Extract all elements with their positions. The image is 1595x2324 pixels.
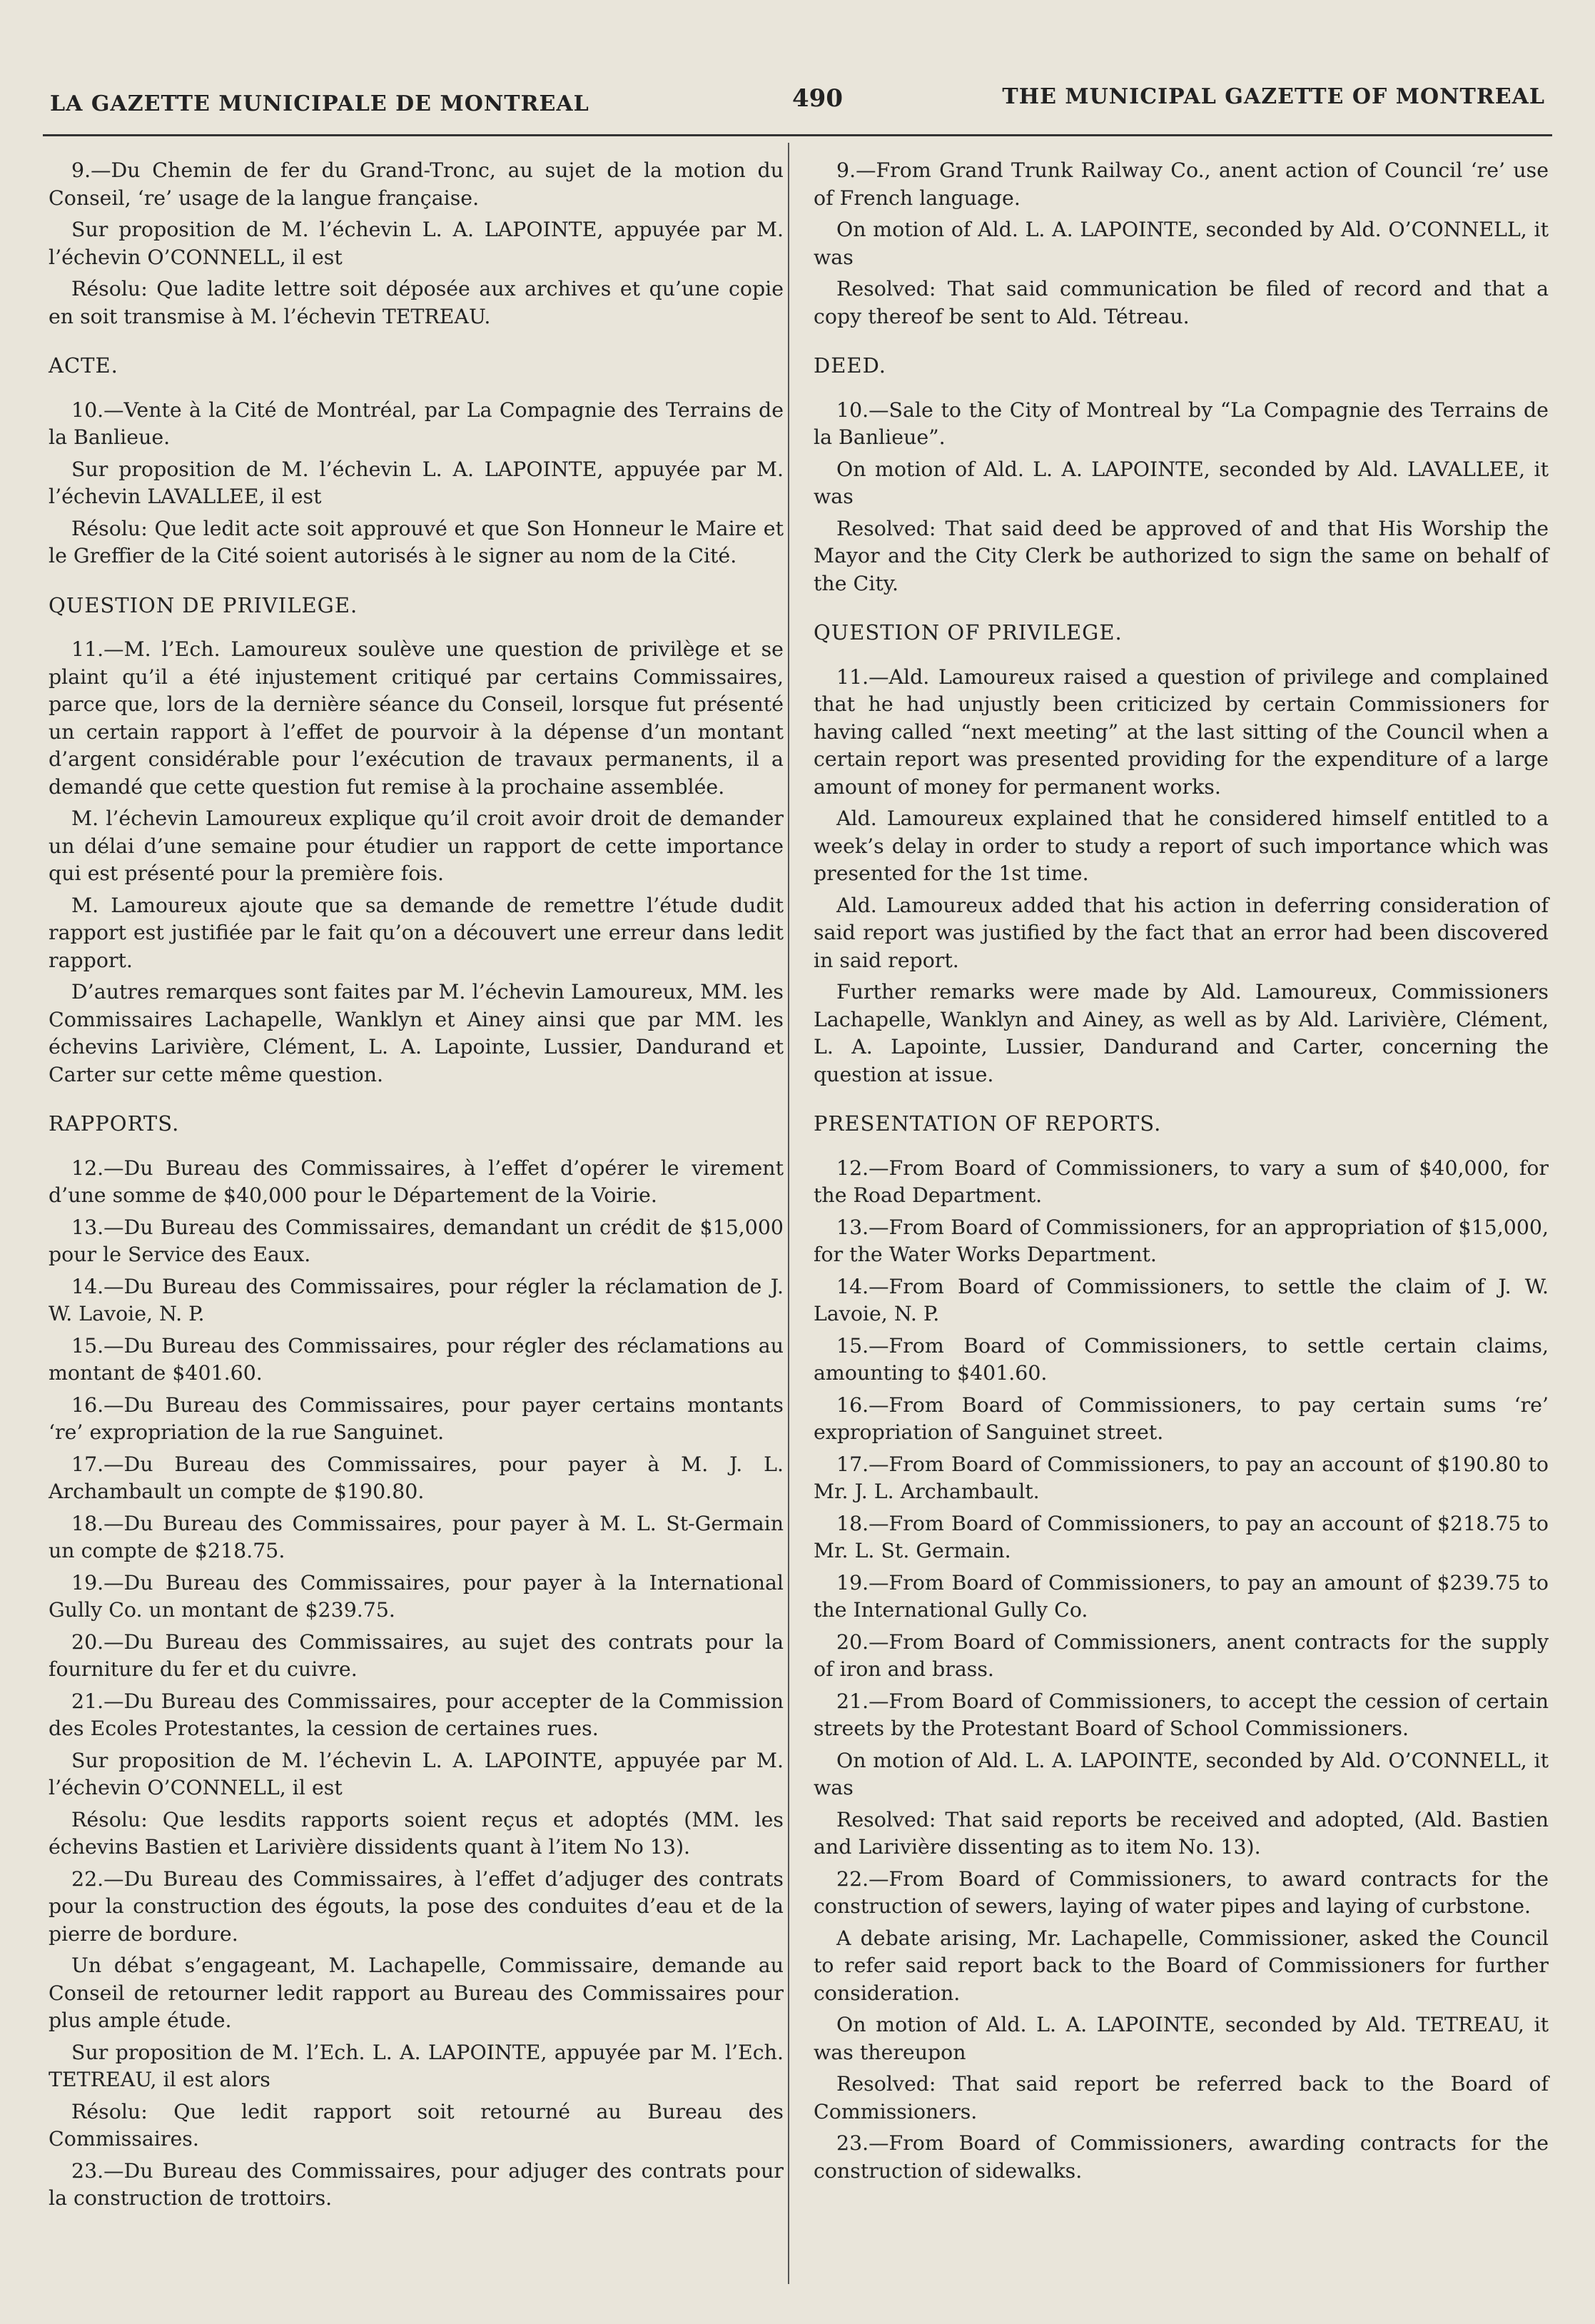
paragraph: 18.—Du Bureau des Commissaires, pour payer à M. L. St-Germain un compte de $218.75. <box>49 1511 784 1562</box>
header-english-title: THE MUNICIPAL GAZETTE OF MONTREAL <box>1002 84 1545 109</box>
paragraph: Resolved: That said report be referred back to the Board of Commissioners. <box>814 2072 1549 2123</box>
paragraph: On motion of Ald. L. A. LAPOINTE, seconded by Ald. TETREAU, it was thereupon <box>814 2013 1549 2064</box>
paragraph: On motion of Ald. L. A. LAPOINTE, seconded by Ald. O’CONNELL, it was <box>814 1748 1549 1799</box>
paragraph: 21.—Du Bureau des Commissaires, pour accepter de la Commission des Ecoles Protestantes, la cession de certaines rues. <box>49 1689 784 1740</box>
english-column <box>814 157 1549 2189</box>
paragraph: 17.—Du Bureau des Commissaires, pour payer à M. J. L. Archambault un compte de $190.80. <box>49 1452 784 1503</box>
paragraph: Sur proposition de M. l’échevin L. A. LAPOINTE, appuyée par M. l’échevin LAVALLEE, il est <box>49 457 784 508</box>
paragraph: 20.—Du Bureau des Commissaires, au sujet des contrats pour la fourniture du fer et du cuivre. <box>49 1630 784 1681</box>
section-reports <box>814 1155 1549 2186</box>
paragraph: 10.—Sale to the City of Montreal by “La Compagnie des Terrains de la Banlieue”. <box>814 398 1549 449</box>
paragraph: 15.—From Board of Commissioners, to settle certain claims, amounting to $401.60. <box>814 1333 1549 1385</box>
paragraph: Sur proposition de M. l’Ech. L. A. LAPOINTE, appuyée par M. l’Ech. TETREAU, il est alors <box>49 2040 784 2091</box>
paragraph: Resolved: That said deed be approved of and that His Worship the Mayor and the City Clerk be authorized to sign the same on behalf of the City. <box>814 516 1549 595</box>
paragraph: Résolu: Que ladite lettre soit déposée aux archives et qu’une copie en soit transmise à M. l’échevin TETREAU. <box>49 277 784 328</box>
section-privilege-en <box>814 664 1549 1089</box>
section-heading-privilege-en: QUESTION OF PRIVILEGE. <box>814 620 1123 645</box>
paragraph: 13.—From Board of Commissioners, for an appropriation of $15,000, for the Water Works Department. <box>814 1215 1549 1266</box>
paragraph: 19.—Du Bureau des Commissaires, pour payer à la International Gully Co. un montant de $239.75. <box>49 1570 784 1622</box>
paragraph: Sur proposition de M. l’échevin L. A. LAPOINTE, appuyée par M. l’échevin O’CONNELL, il est <box>49 218 784 269</box>
paragraph: 23.—From Board of Commissioners, awarding contracts for the construction of sidewalks. <box>814 2131 1549 2183</box>
paragraph: 23.—Du Bureau des Commissaires, pour adjuger des contrats pour la construction de trottoirs. <box>49 2158 784 2210</box>
paragraph: 21.—From Board of Commissioners, to accept the cession of certain streets by the Protestant Board of School Commissioners. <box>814 1689 1549 1740</box>
paragraph: Ald. Lamoureux explained that he considered himself entitled to a week’s delay in order to study a report of such importance which was presented for the 1st time. <box>814 807 1549 885</box>
paragraph: 14.—From Board of Commissioners, to settle the claim of J. W. Lavoie, N. P. <box>814 1274 1549 1325</box>
section-heading-deed: DEED. <box>814 353 887 378</box>
section-deed <box>814 397 1549 598</box>
paragraph: 22.—From Board of Commissioners, to award contracts for the construction of sewers, laying of water pipes and laying of curbstone. <box>814 1866 1549 1918</box>
paragraph: Résolu: Que ledit rapport soit retourné au Bureau des Commissaires. <box>49 2099 784 2151</box>
page-number: 490 <box>792 84 843 113</box>
paragraph: 20.—From Board of Commissioners, anent contracts for the supply of iron and brass. <box>814 1630 1549 1681</box>
section-heading-rapports: RAPPORTS. <box>49 1111 180 1136</box>
french-column <box>49 157 784 2217</box>
paragraph: M. l’échevin Lamoureux explique qu’il croit avoir droit de demander un délai d’une semaine pour étudier un rapport de cette importance qui est présenté pour la première fois. <box>49 807 784 885</box>
paragraph: 16.—From Board of Commissioners, to pay certain sums ‘re’ expropriation of Sanguinet street. <box>814 1393 1549 1444</box>
paragraph: 12.—Du Bureau des Commissaires, à l’effet d’opérer le virement d’une somme de $40,000 pour le Département de la Voirie. <box>49 1156 784 1207</box>
section-privilege-fr <box>49 636 784 1088</box>
paragraph: 9.—Du Chemin de fer du Grand-Tronc, au sujet de la motion du Conseil, ‘re’ usage de la langue française. <box>49 158 784 210</box>
section-item-9-en <box>814 157 1549 330</box>
paragraph: D’autres remarques sont faites par M. l’échevin Lamoureux, MM. les Commissaires Lachapelle, Wanklyn et Ainey ainsi que par MM. les échevins Larivière, Clément, L. A. Lapointe, Lussier, Dandurand et Carter sur cette même question. <box>49 980 784 1086</box>
paragraph: 17.—From Board of Commissioners, to pay an account of $190.80 to Mr. J. L. Archambault. <box>814 1452 1549 1503</box>
paragraph: 16.—Du Bureau des Commissaires, pour payer certains montants ‘re’ expropriation de la rue Sanguinet. <box>49 1393 784 1444</box>
paragraph: Résolu: Que lesdits rapports soient reçus et adoptés (MM. les échevins Bastien et Larivière dissidents quant à l’item No 13). <box>49 1807 784 1859</box>
paragraph: A debate arising, Mr. Lachapelle, Commissioner, asked the Council to refer said report back to the Board of Commissioners for further consideration. <box>814 1926 1549 2005</box>
paragraph: Sur proposition de M. l’échevin L. A. LAPOINTE, appuyée par M. l’échevin O’CONNELL, il est <box>49 1748 784 1799</box>
paragraph: On motion of Ald. L. A. LAPOINTE, seconded by Ald. LAVALLEE, it was <box>814 457 1549 508</box>
paragraph: 10.—Vente à la Cité de Montréal, par La Compagnie des Terrains de la Banlieue. <box>49 398 784 449</box>
paragraph: 11.—Ald. Lamoureux raised a question of privilege and complained that he had unjustly been criticized by certain Commissioners for having called “next meeting” at the last sitting of the Council when a certain report was presented providing for the expenditure of a large amount of money for permanent works. <box>814 665 1549 799</box>
paragraph: 18.—From Board of Commissioners, to pay an account of $218.75 to Mr. L. St. Germain. <box>814 1511 1549 1562</box>
header-french-title: LA GAZETTE MUNICIPALE DE MONTREAL <box>50 91 589 116</box>
paragraph: 15.—Du Bureau des Commissaires, pour régler des réclamations au montant de $401.60. <box>49 1333 784 1385</box>
paragraph: M. Lamoureux ajoute que sa demande de remettre l’étude dudit rapport est justifiée par le fait qu’on a découvert une erreur dans ledit rapport. <box>49 893 784 972</box>
paragraph: On motion of Ald. L. A. LAPOINTE, seconded by Ald. O’CONNELL, it was <box>814 218 1549 269</box>
paragraph: Resolved: That said communication be filed of record and that a copy thereof be sent to Ald. Tétreau. <box>814 277 1549 328</box>
paragraph: 12.—From Board of Commissioners, to vary a sum of $40,000, for the Road Department. <box>814 1156 1549 1207</box>
paragraph: Resolved: That said reports be received and adopted, (Ald. Bastien and Larivière dissenting as to item No. 13). <box>814 1807 1549 1859</box>
paragraph: 11.—M. l’Ech. Lamoureux soulève une question de privilège et se plaint qu’il a été injustement critiqué par certains Commissaires, parce que, lors de la dernière séance du Conseil, lorsque fut présenté un certain rapport à l’effet de pourvoir à la dépense d’un montant d’argent considérable pour l’exécution de travaux permanents, il a demandé que cette question fut remise à la prochaine assemblée. <box>49 637 784 799</box>
paragraph: Un débat s’engageant, M. Lachapelle, Commissaire, demande au Conseil de retourner ledit rapport au Bureau des Commissaires pour plus ample étude. <box>49 1954 784 2032</box>
section-heading-reports: PRESENTATION OF REPORTS. <box>814 1111 1162 1136</box>
section-rapports <box>49 1155 784 2213</box>
paragraph: 9.—From Grand Trunk Railway Co., anent action of Council ‘re’ use of French language. <box>814 158 1549 210</box>
paragraph: Résolu: Que ledit acte soit approuvé et que Son Honneur le Maire et le Greffier de la Cité soient autorisés à le signer au nom de la Cité. <box>49 516 784 567</box>
paragraph: 14.—Du Bureau des Commissaires, pour régler la réclamation de J. W. Lavoie, N. P. <box>49 1274 784 1325</box>
paragraph: 13.—Du Bureau des Commissaires, demandant un crédit de $15,000 pour le Service des Eaux. <box>49 1215 784 1266</box>
paragraph: Further remarks were made by Ald. Lamoureux, Commissioners Lachapelle, Wanklyn and Ainey, as well as by Ald. Larivière, Clément, L. A. Lapointe, Lussier, Dandurand and Carter, concerning the question at issue. <box>814 980 1549 1086</box>
paragraph: 19.—From Board of Commissioners, to pay an amount of $239.75 to the International Gully Co. <box>814 1570 1549 1622</box>
paragraph: Ald. Lamoureux added that his action in deferring consideration of said report was justified by the fact that an error had been discovered in said report. <box>814 893 1549 972</box>
paragraph: 22.—Du Bureau des Commissaires, à l’effet d’adjuger des contrats pour la construction des égouts, la pose des conduites d’eau et de la pierre de bordure. <box>49 1866 784 1946</box>
section-heading-acte: ACTE. <box>49 353 118 378</box>
page-header <box>43 84 1552 136</box>
section-item-9-fr <box>49 157 784 330</box>
column-divider <box>788 143 789 2284</box>
section-acte <box>49 397 784 570</box>
section-heading-privilege-fr: QUESTION DE PRIVILEGE. <box>49 592 358 617</box>
